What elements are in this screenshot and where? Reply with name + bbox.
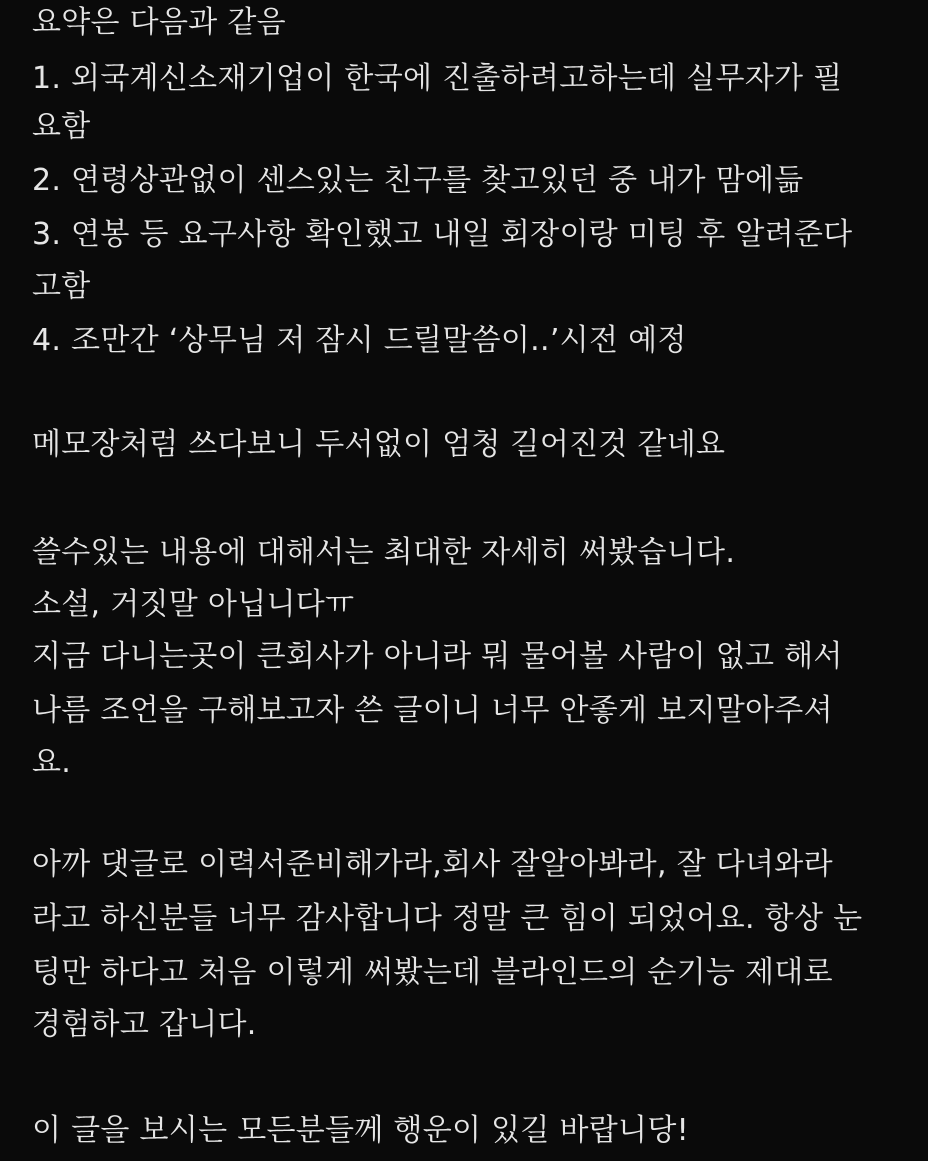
paragraph-line: 쓸수있는 내용에 대해서는 최대한 자세히 써봤습니다.	[32, 535, 736, 570]
summary-item-4: 4. 조만간 ‘상무님 저 잠시 드릴말씀이..’시전 예정	[32, 323, 687, 358]
summary-item-3-cont: 고함	[32, 269, 91, 304]
paragraph-line: 경험하고 갑니다.	[32, 1007, 257, 1042]
summary-item-1-cont: 요함	[32, 109, 91, 144]
paragraph-line: 메모장처럼 쓰다보니 두서없이 엄청 길어진것 같네요	[32, 427, 726, 462]
paragraph-line: 소설, 거짓말 아닙니다ㅠ	[32, 587, 355, 622]
summary-heading: 요약은 다음과 같음	[32, 5, 286, 40]
paragraph-line: 요.	[32, 745, 72, 780]
closing-line: 이 글을 보시는 모든분들께 행운이 있길 바랍니당!	[32, 1113, 689, 1148]
summary-item-3: 3. 연봉 등 요구사항 확인했고 내일 회장이랑 미팅 후 알려준다	[32, 217, 853, 252]
paragraph-line: 팅만 하다고 처음 이렇게 써봤는데 블라인드의 순기능 제대로	[32, 955, 833, 990]
summary-item-2: 2. 연령상관없이 센스있는 친구를 찾고있던 중 내가 맘에듦	[32, 163, 804, 198]
paragraph-line: 나름 조언을 구해보고자 쓴 글이니 너무 안좋게 보지말아주셔	[32, 693, 833, 728]
paragraph-line: 지금 다니는곳이 큰회사가 아니라 뭐 물어볼 사람이 없고 해서	[32, 639, 843, 674]
paragraph-line: 아까 댓글로 이력서준비해가라,회사 잘알아봐라, 잘 다녀와라	[32, 847, 833, 882]
summary-item-1: 1. 외국계신소재기업이 한국에 진출하려고하는데 실무자가 필	[32, 61, 843, 96]
paragraph-line: 라고 하신분들 너무 감사합니다 정말 큰 힘이 되었어요. 항상 눈	[32, 901, 863, 936]
